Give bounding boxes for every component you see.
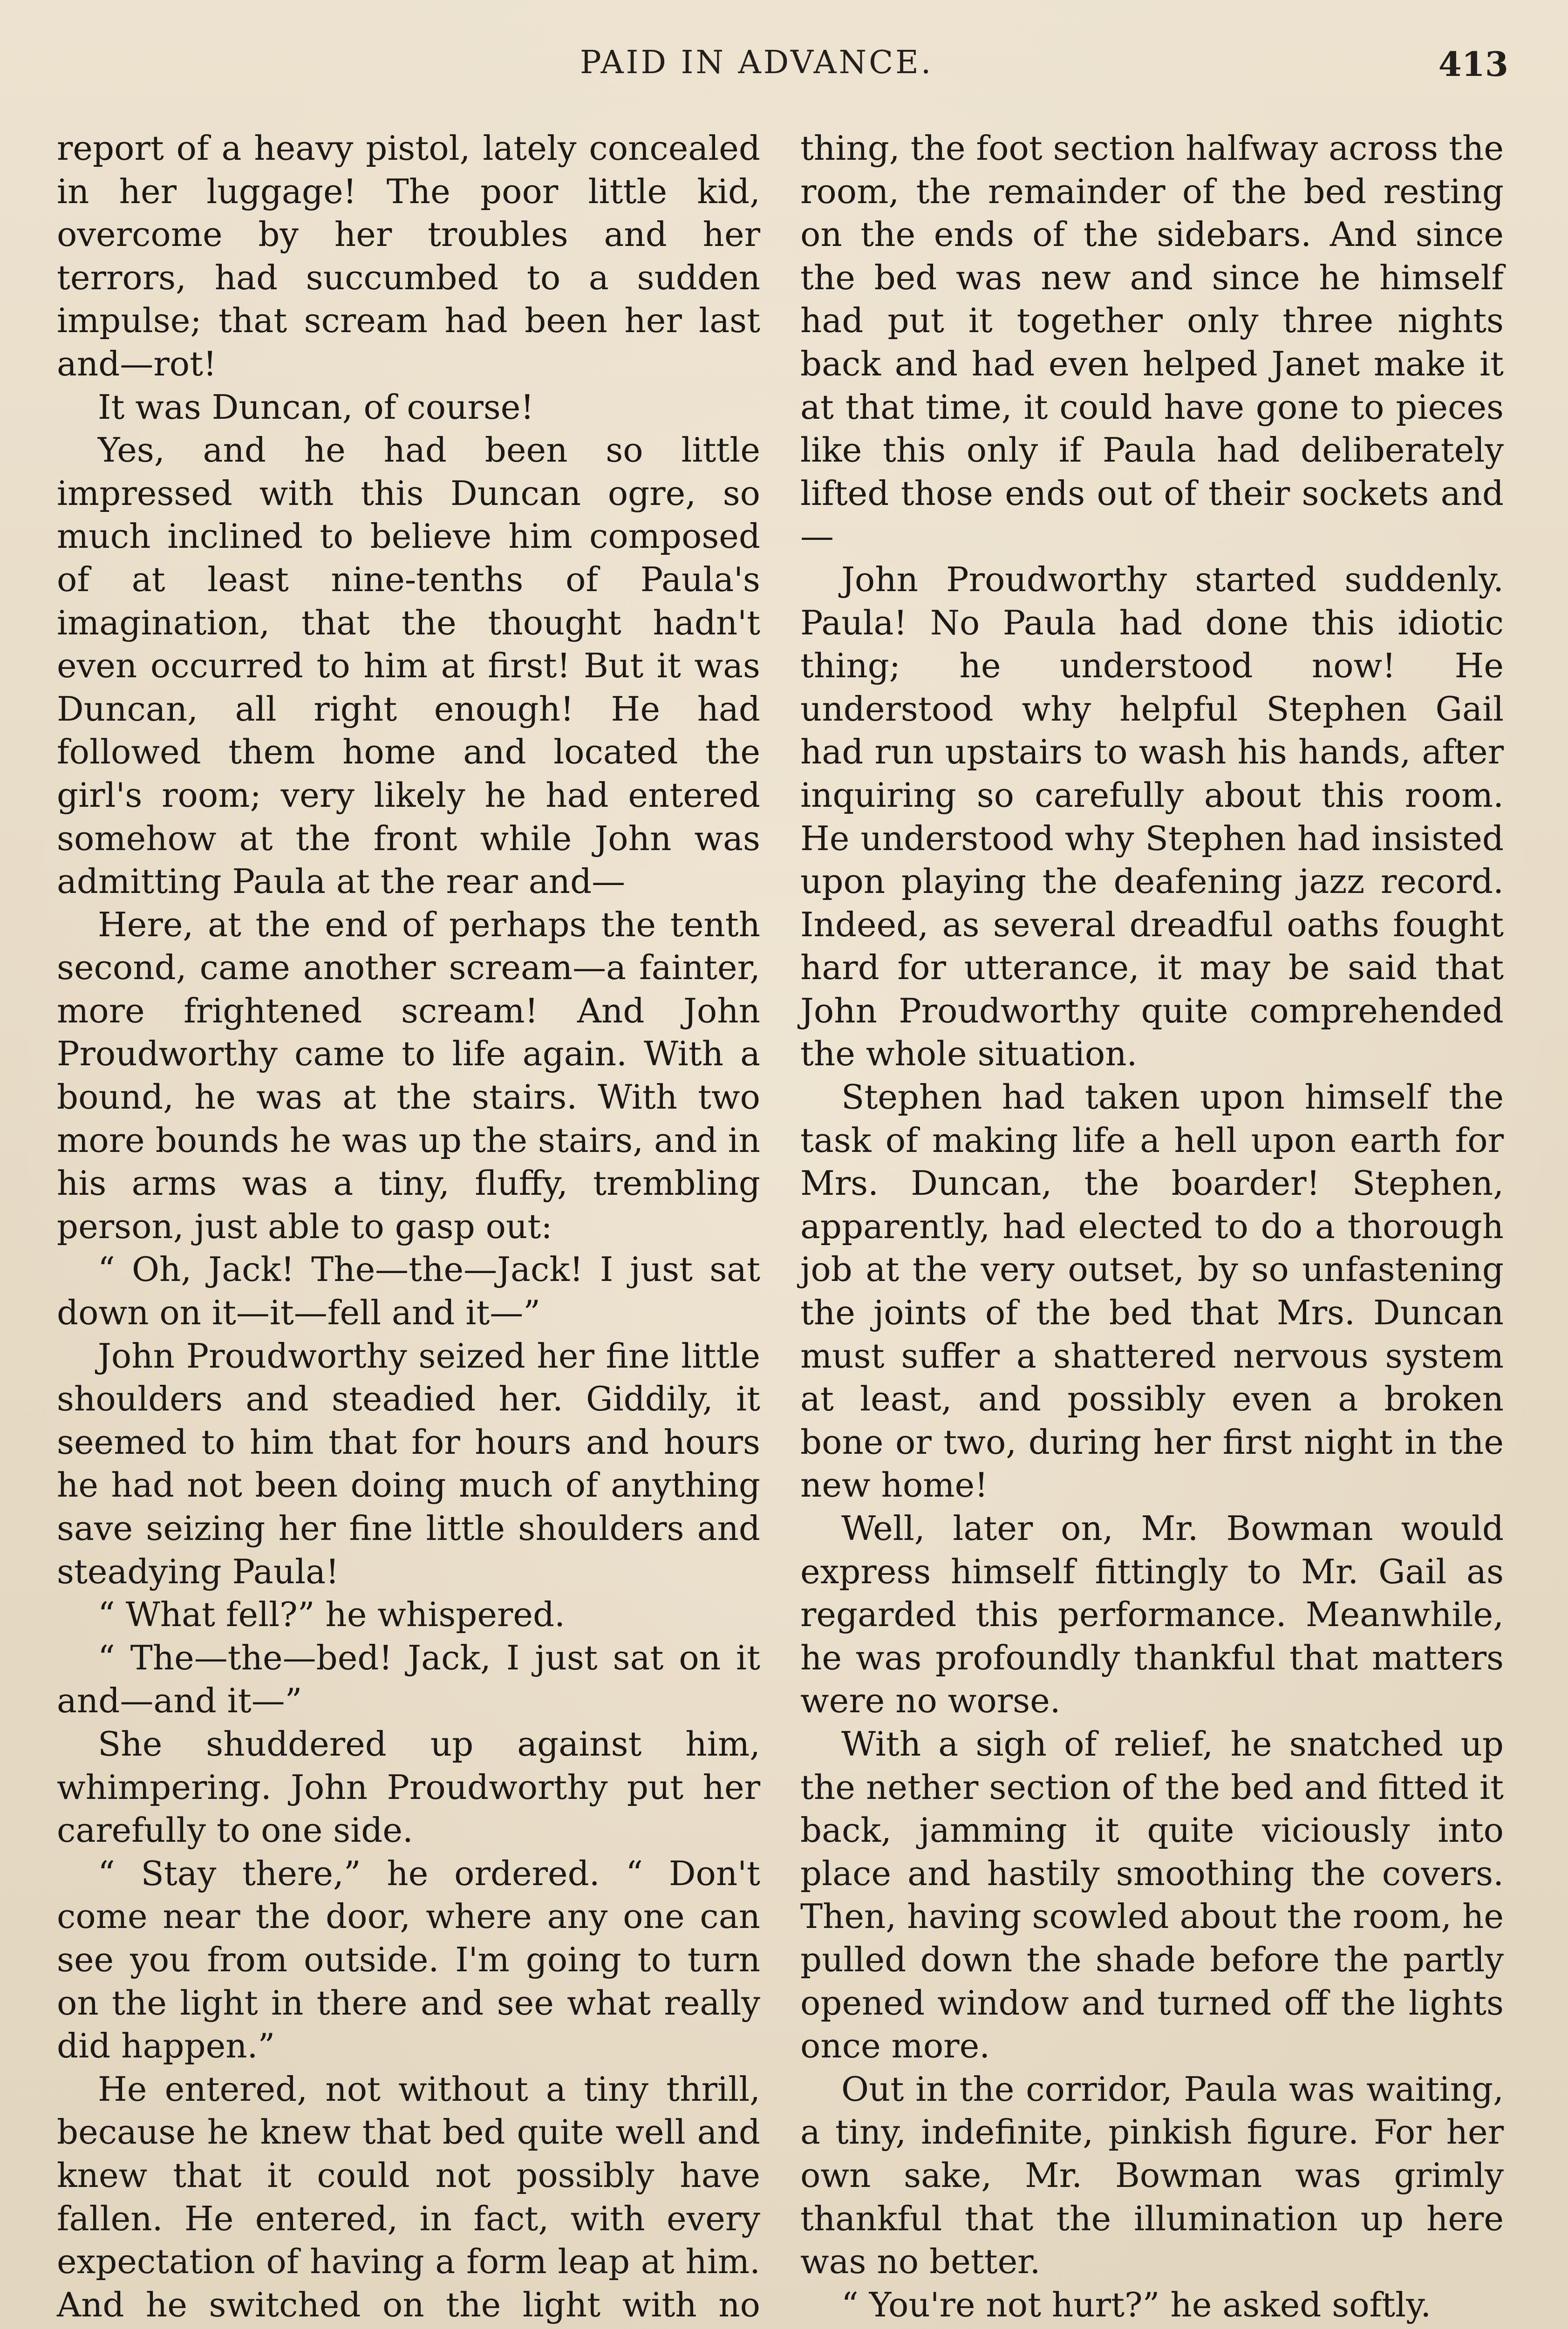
paragraph: Out in the corridor, Paula was waiting, a tiny, indefinite, pinkish figure. For her own sake, Mr. Bowman was grimly thankful that the illumination up here was no better. xyxy=(800,2069,1504,2281)
paragraph: He entered, not without a tiny thrill, because he knew that bed quite well and knew that it could not possibly have fallen. He entered, in fact, with every expectation of having a form leap at him. And he switched on the light with no xyxy=(57,2069,760,2324)
paragraph: “ Oh, Jack! The—the—Jack! I just sat down on it—it—fell and it—” xyxy=(57,1250,760,1333)
paragraph: Stephen had taken upon himself the task of making life a hell upon earth for Mrs. Duncan, the boarder! Stephen, apparently, had elected to do a thorough job at the very outset, by so unfastening the joints of the bed that Mrs. Duncan must suffer a shattered nervous system at least, and possibly even a broken bone or two, during her first night in the new home! xyxy=(800,1077,1504,1505)
paragraph: It was Duncan, of course! xyxy=(98,387,534,427)
page-number: 413 xyxy=(1438,44,1508,84)
running-title: PAID IN ADVANCE. xyxy=(580,44,934,81)
paragraph: Here, at the end of perhaps the tenth second, came another scream—a fainter, more frightened scream! And John Proudworthy came to life again. With a bound, he was at the stairs. With two more bounds he was up the stairs, and in his arms was a tiny, fluffy, trembling person, just able to gasp out: xyxy=(57,905,760,1246)
paragraph: report of a heavy pistol, lately concealed in her luggage! The poor little kid, overcome by her troubles and her terrors, had succumbed to a sudden impulse; that scream had been her last and—rot! xyxy=(57,129,760,383)
paragraph: With a sigh of relief, he snatched up the nether section of the bed and fitted it back, jamming it quite viciously into place and hastily smoothing the covers. Then, having scowled about the room, he pulled down the shade before the partly opened window and turned off the lights once more. xyxy=(800,1724,1504,2066)
paragraph: John Proudworthy started suddenly. Paula! No Paula had done this idiotic thing; he understood now! He understood why helpful Stephen Gail had run upstairs to wash his hands, after inquiring so carefully about this room. He understood why Stephen had insisted upon playing the deafening jazz record. Indeed, as several dreadful oaths fought hard for utterance, it may be said that John Proudworthy quite comprehended the whole situation. xyxy=(800,559,1504,1074)
paragraph: Well, later on, Mr. Bowman would express himself fittingly to Mr. Gail as regarded this performance. Meanwhile, he was profoundly thankful that matters were no worse. xyxy=(800,1509,1504,1721)
left-column xyxy=(57,127,760,2329)
paragraph: John Proudworthy seized her fine little shoulders and steadied her. Giddily, it seemed to him that for hours and hours he had not been doing much of anything save seizing her fine little shoulders and steadying Paula! xyxy=(57,1336,760,1591)
paragraph xyxy=(800,2326,1504,2329)
paragraph: “ You're not hurt?” he asked softly. xyxy=(841,2285,1432,2324)
right-column xyxy=(800,127,1504,2329)
paragraph: “ What fell?” he whispered. xyxy=(98,1595,565,1634)
paragraph: “ The—the—bed! Jack, I just sat on it and—and it—” xyxy=(57,1638,760,1721)
paragraph: She shuddered up against him, whimpering. John Proudworthy put her carefully to one side. xyxy=(57,1724,760,1850)
paragraph: thing, the foot section halfway across the room, the remainder of the bed resting on the ends of the sidebars. And since the bed was new and since he himself had put it together only three nights back and had even helped Janet make it at that time, it could have gone to pieces like this only if Paula had deliberately lifted those ends out of their sockets and— xyxy=(800,129,1504,556)
paragraph: Yes, and he had been so little impressed with this Duncan ogre, so much inclined to believe him composed of at least nine-tenths of Paula's imagination, that the thought hadn't even occurred to him at first! But it was Duncan, all right enough! He had followed them home and located the girl's room; very likely he had entered somehow at the front while John was admitting Paula at the rear and— xyxy=(57,430,760,901)
paragraph: “ Stay there,” he ordered. “ Don't come near the door, where any one can see you from outside. I'm going to turn on the light in there and see what really did happen.” xyxy=(57,1853,760,2066)
